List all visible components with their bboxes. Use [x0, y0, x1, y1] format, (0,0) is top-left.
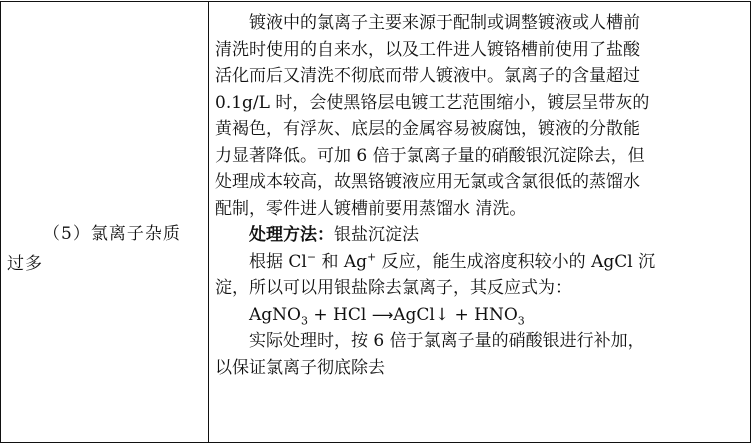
final-line-1: 实际处理时，按 6 倍于氯离子量的硝酸银进行补加，: [249, 331, 645, 351]
equation-subscript-2: 3: [517, 313, 525, 327]
content-line-6: 力显著降低。可加 6 倍于氯离子量的硝酸银沉淀除去，但: [215, 145, 645, 166]
reaction-text-b: 和 Ag: [316, 251, 368, 272]
equation-products: AgCl↓ + HNO: [393, 304, 518, 325]
equation-subscript-1: 3: [300, 313, 308, 327]
reaction-text-a: 根据 Cl: [249, 251, 307, 272]
row-label-line-1: （5）氯离子杂质: [43, 224, 181, 244]
equation-reactant-2: + HCl: [307, 304, 372, 325]
equation-reactant-1: AgNO: [249, 304, 301, 325]
content-text: [215, 10, 745, 381]
content-cell: [209, 2, 750, 442]
impurity-table: [0, 1, 751, 443]
content-line-8: 配制，零件进人镀槽前要用蒸馏水 清洗。: [215, 198, 527, 219]
silver-charge: +: [367, 249, 377, 263]
content-line-5: 黄褐色，有浮灰、底层的金属容易被腐蚀，镀液的分散能: [215, 119, 640, 139]
reaction-line-2: 淀，所以可以用银盐除去氯离子，其反应式为：: [215, 278, 572, 298]
method-name: 银盐沉淀法: [334, 225, 419, 245]
method-line: [215, 222, 745, 249]
row-label-line-2: 过多: [7, 254, 43, 274]
content-line-2: 清洗时使用的自来水，以及工件进人镀铬槽前使用了盐酸: [215, 39, 640, 60]
content-line-4: 0.1g/L 时，会使黑铬层电镀工艺范围缩小，镀层呈带灰的: [215, 92, 650, 113]
method-title: 处理方法：: [249, 225, 334, 245]
reaction-text-c: 反应，能生成溶度积较小的 AgCl 沉: [376, 251, 656, 272]
label-cell: [1, 2, 209, 442]
content-line-1: 镀液中的氯离子主要来源于配制或调整镀液或人槽前: [249, 13, 640, 33]
reaction-arrow-icon: ⟶: [371, 305, 394, 324]
reaction-line-1: [215, 249, 745, 276]
equation-line: [215, 302, 745, 329]
content-line-7: 处理成本较高，故黑铬镀液应用无氯或含氯很低的蒸馏水: [215, 172, 640, 192]
chloride-charge: −: [306, 249, 317, 263]
content-line-3: 活化而后又清洗不彻底而带人镀液中。氯离子的含量超过: [215, 66, 640, 86]
row-label: [7, 219, 203, 279]
final-line-2: 以保证氯离子彻底除去: [215, 357, 385, 378]
